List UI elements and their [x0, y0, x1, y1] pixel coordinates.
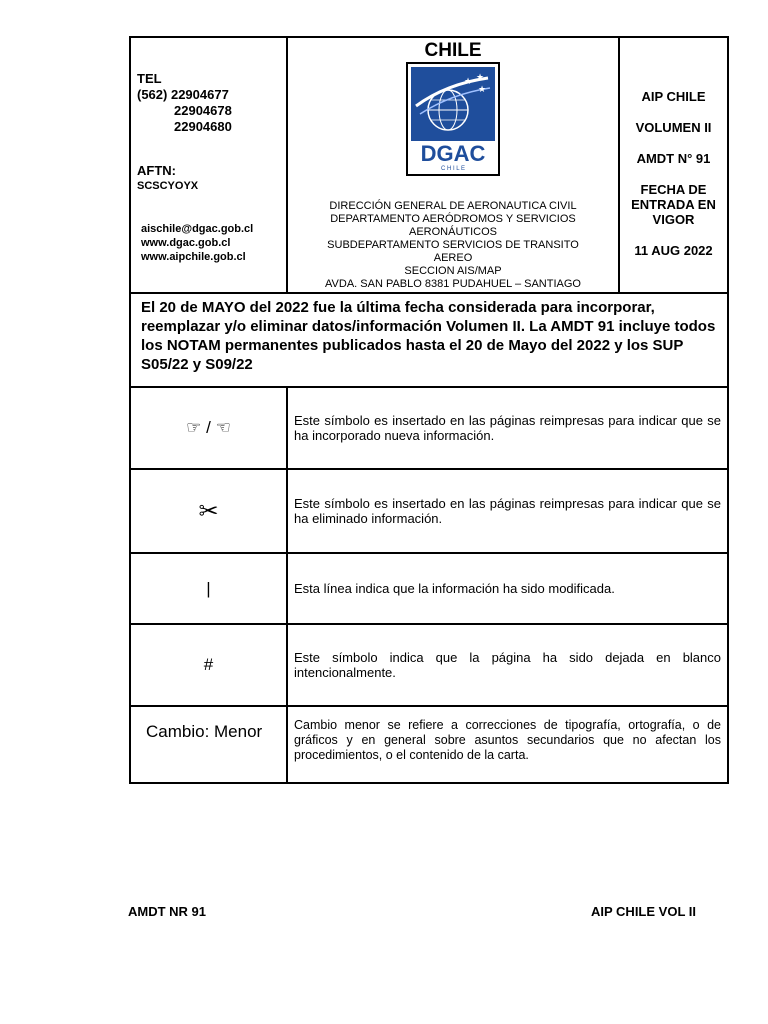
- scissors-icon: ✂: [131, 470, 288, 552]
- footer-volume: AIP CHILE VOL II: [591, 904, 696, 919]
- legend-row: [129, 625, 729, 707]
- telephone-block: [137, 71, 232, 135]
- aftn-code: SCSCYOYX: [137, 180, 199, 192]
- footer-amendment: AMDT NR 91: [128, 904, 207, 919]
- aip-page-table: [129, 36, 729, 784]
- amendment-column: [620, 38, 727, 292]
- country-title: CHILE: [424, 40, 482, 61]
- website-link-dgac[interactable]: www.dgac.gob.cl: [141, 237, 231, 249]
- legend-description: Este símbolo indica que la página ha sido dejada en blanco intencionalmente.: [294, 650, 721, 680]
- org-line: AEREO: [433, 252, 473, 264]
- svg-text:★: ★: [476, 73, 485, 83]
- vertical-line-icon: |: [131, 554, 288, 623]
- effective-label-line: FECHA DE: [640, 182, 707, 197]
- minor-change-label: Cambio: Menor: [131, 707, 288, 782]
- effective-label-line: VIGOR: [652, 212, 695, 227]
- doc-title: AIP CHILE: [641, 89, 706, 104]
- hash-icon: #: [131, 625, 288, 705]
- svg-text:★: ★: [478, 85, 487, 95]
- aftn-label: AFTN:: [137, 163, 176, 178]
- contact-links: [141, 222, 253, 264]
- logo-subtext: C H I L E: [440, 166, 466, 172]
- legend-description: Este símbolo es insertado en las páginas reimpresas para indicar que se ha eliminado información.: [294, 496, 721, 526]
- dgac-logo-icon: [406, 62, 500, 176]
- volume-label: VOLUMEN II: [635, 120, 712, 135]
- svg-text:★: ★: [464, 77, 473, 87]
- cutoff-notice: El 20 de MAYO del 2022 fue la última fecha considerada para incorporar, reemplazar y/o eliminar datos/información Volumen II. La AMDT 91 incluye todos los NOTAM permanentes publicados hasta el 20 de Mayo del 2022 y los SUP S05/22 y S09/22: [129, 294, 729, 388]
- org-line: SUBDEPARTAMENTO SERVICIOS DE TRANSITO: [327, 239, 579, 251]
- effective-label-line: ENTRADA EN: [631, 197, 716, 212]
- legend-description: Este símbolo es insertado en las páginas reimpresas para indicar que se ha incorporado nueva información.: [294, 413, 721, 443]
- legend-row: [129, 470, 729, 554]
- logo-text: DGAC: [420, 141, 486, 166]
- website-link-aip[interactable]: www.aipchile.gob.cl: [141, 251, 246, 263]
- contact-column: [131, 38, 288, 292]
- legend-description: Cambio menor se refiere a correcciones de tipografía, ortografía, o de gráficos y en general sobre asuntos secundarios que no afectan los procedimientos, o el contenido de la carta.: [294, 718, 721, 762]
- org-line: AERONÁUTICOS: [408, 226, 497, 238]
- amendment-number: AMDT N° 91: [636, 151, 711, 166]
- organization-address: [288, 200, 618, 291]
- legend-row: [129, 554, 729, 625]
- org-line: SECCION AIS/MAP: [404, 265, 502, 277]
- tel-number-1: (562) 22904677: [137, 87, 229, 102]
- tel-label: TEL: [137, 71, 162, 86]
- org-line: DIRECCIÓN GENERAL DE AERONAUTICA CIVIL: [329, 200, 577, 212]
- effective-date: 11 AUG 2022: [634, 243, 713, 258]
- org-line: DEPARTAMENTO AERÓDROMOS Y SERVICIOS: [330, 213, 576, 225]
- legend-description: Esta línea indica que la información ha sido modificada.: [294, 581, 615, 596]
- effective-date-label: [620, 182, 727, 227]
- legend-row: [129, 388, 729, 470]
- tel-number-3: 22904680: [174, 119, 232, 134]
- organization-column: [288, 38, 620, 292]
- tel-number-2: 22904678: [174, 103, 232, 118]
- header-block: [129, 36, 729, 294]
- org-line: AVDA. SAN PABLO 8381 PUDAHUEL – SANTIAGO: [325, 278, 581, 290]
- legend-row: [129, 707, 729, 784]
- email-link[interactable]: aischile@dgac.gob.cl: [141, 223, 254, 235]
- pointing-hands-icon: ☞ / ☜: [131, 388, 288, 468]
